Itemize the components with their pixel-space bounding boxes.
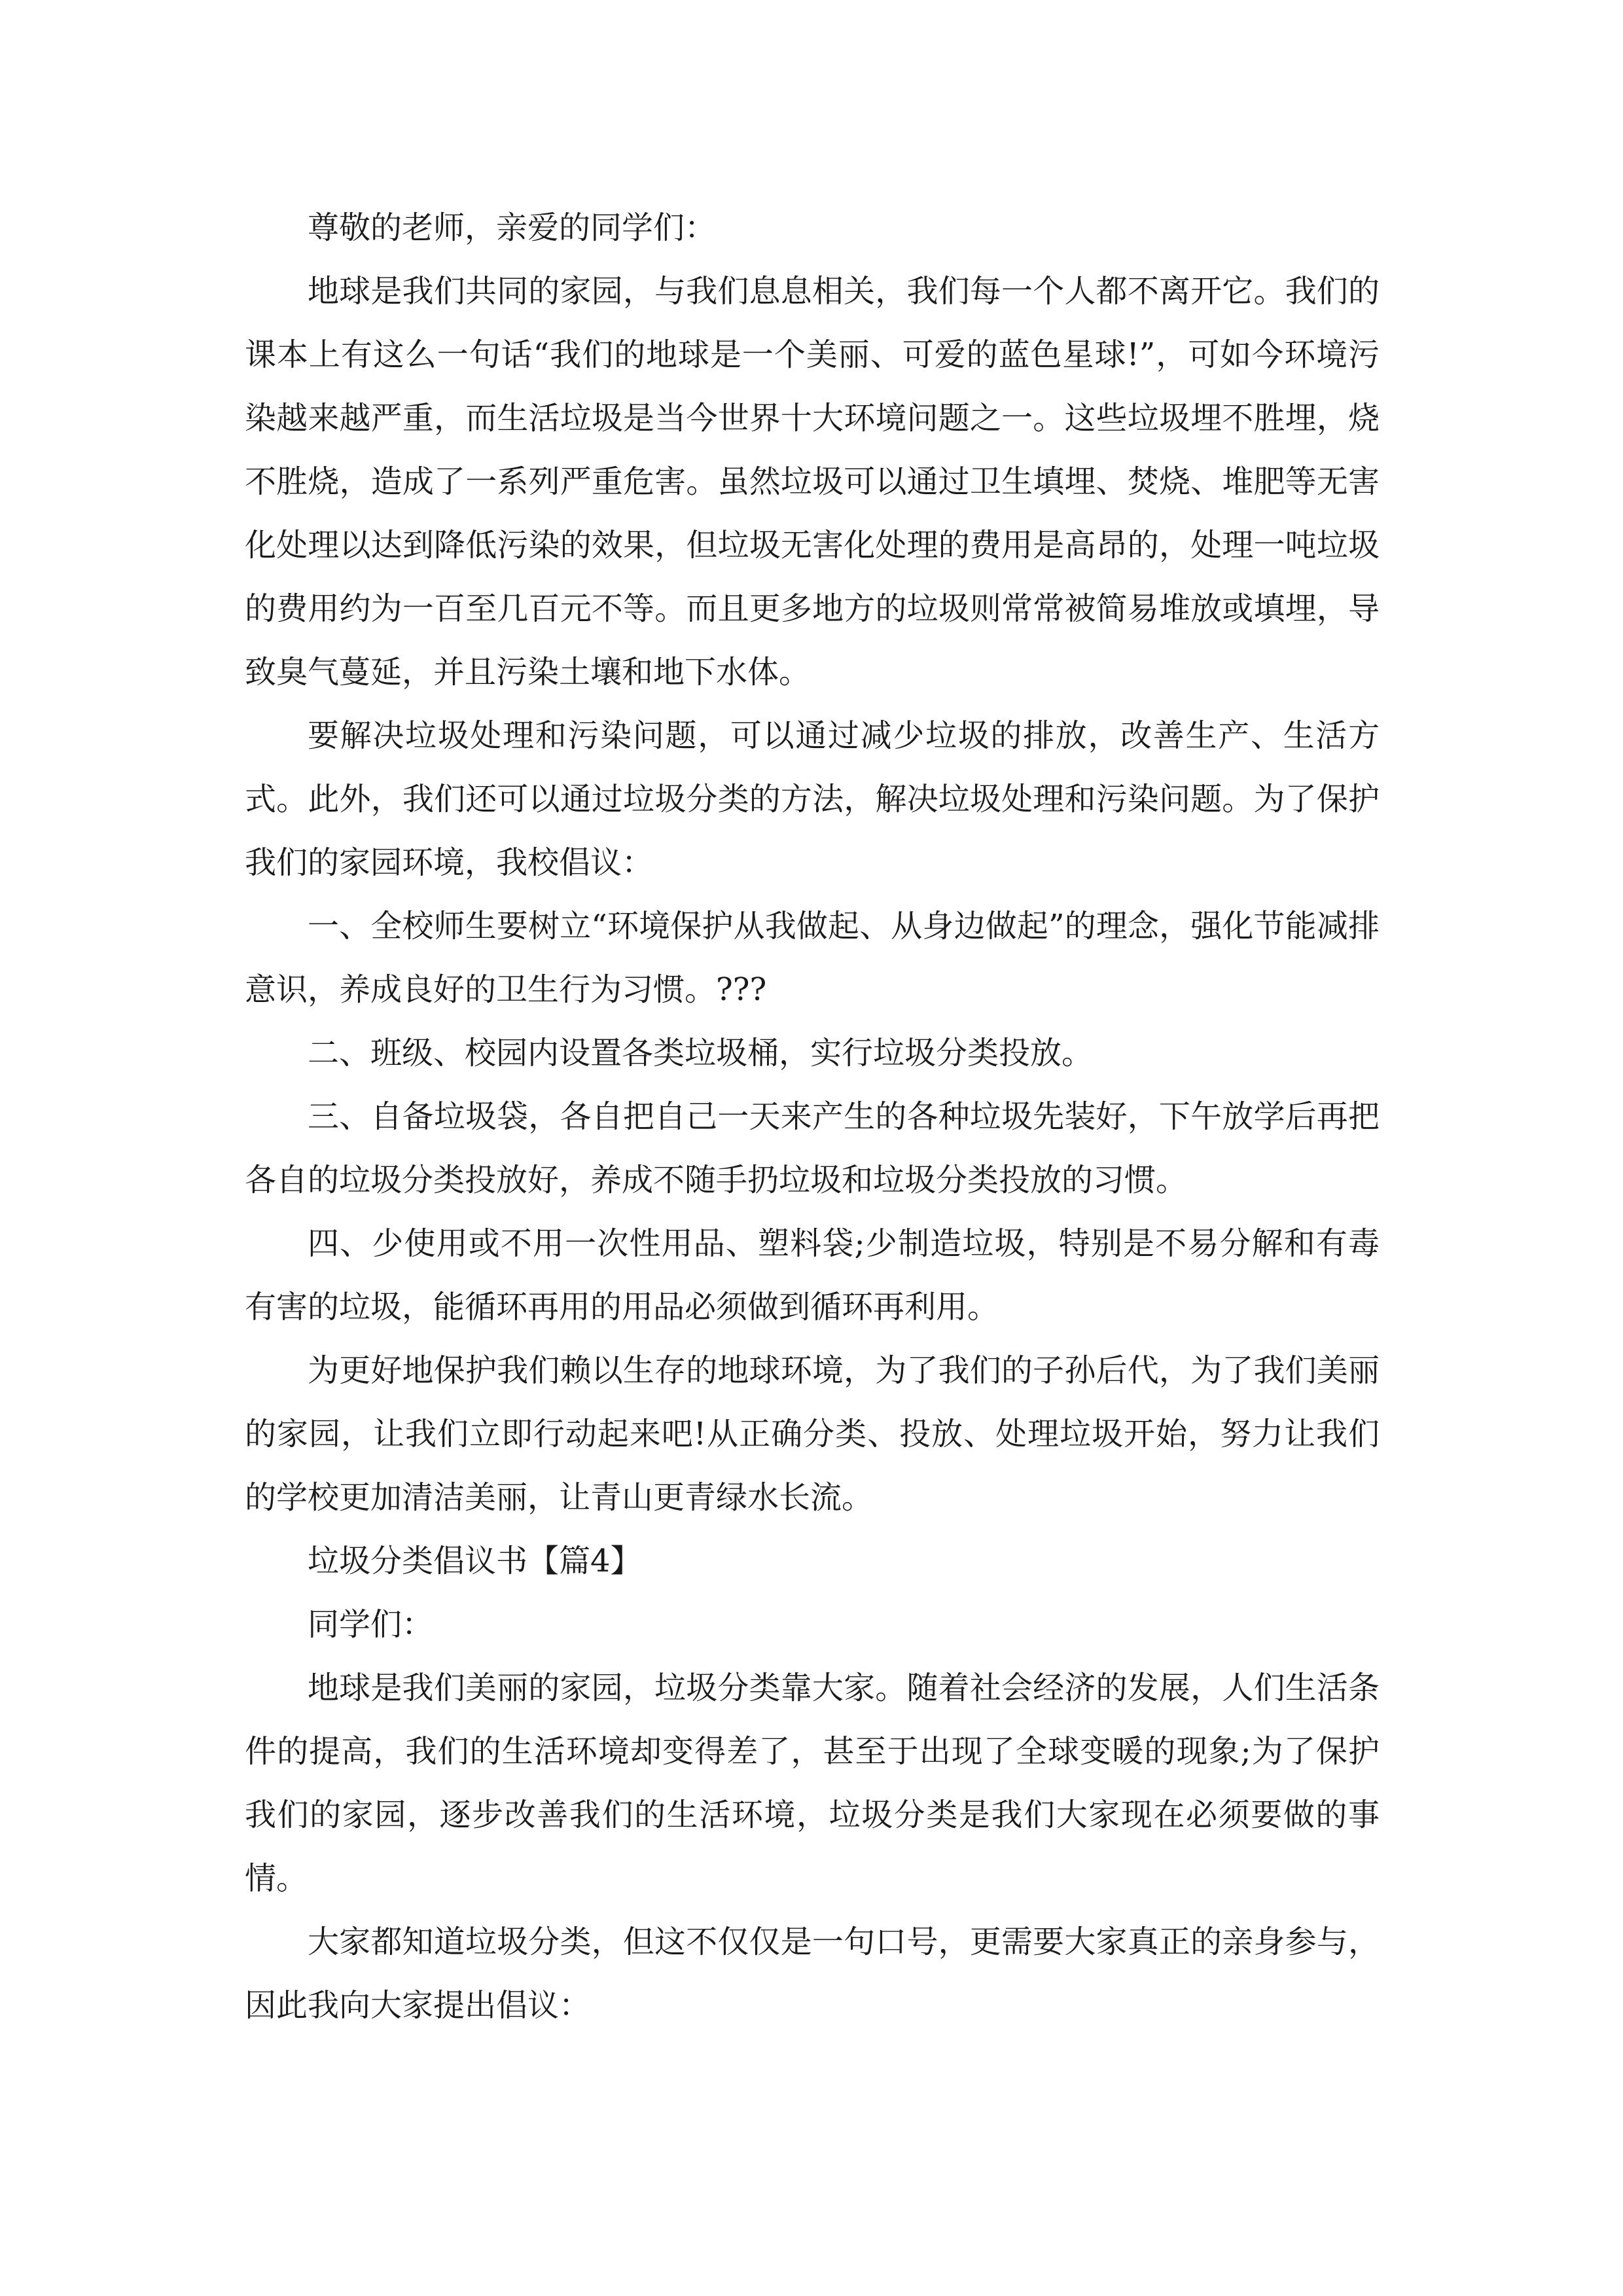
section-heading: 垃圾分类倡议书【篇4】 — [308, 1543, 642, 1579]
proposal-item-2: 二、班级、校园内设置各类垃圾桶，实行垃圾分类投放。 — [308, 1035, 1094, 1071]
paragraph-proposal-intro: 大家都知道垃圾分类，但这不仅仅是一句口号，更需要大家真正的亲身参与，因此我向大家提出倡议： — [245, 1924, 1380, 2024]
paragraph-earth-pollution: 地球是我们共同的家园，与我们息息相关，我们每一个人都不离开它。我们的课本上有这么一句话“我们的地球是一个美丽、可爱的蓝色星球!”，可如今环境污染越来越严重，而生活垃圾是当今世界十大环境问题之一。这些垃圾埋不胜埋，烧不胜烧，造成了一系列严重危害。虽然垃圾可以通过卫生填埋、焚烧、堆肥等无害化处理以达到降低污染的效果，但垃圾无害化处理的费用是高昂的，处理一吨垃圾的费用约为一百至几百元不等。而且更多地方的垃圾则常常被简易堆放或填埋，导致臭气蔓延，并且污染土壤和地下水体。 — [245, 273, 1380, 691]
closing-paragraph: 为更好地保护我们赖以生存的地球环境，为了我们的子孙后代，为了我们美丽的家园，让我们立即行动起来吧!从正确分类、投放、处理垃圾开始，努力让我们的学校更加清洁美丽，让青山更青绿水长流。 — [245, 1352, 1380, 1516]
salutation-students: 同学们： — [308, 1606, 434, 1643]
paragraph-earth-home: 地球是我们美丽的家园，垃圾分类靠大家。随着社会经济的发展，人们生活条件的提高，我们的生活环境却变得差了，甚至于出现了全球变暖的现象;为了保护我们的家园，逐步改善我们的生活环境，垃圾分类是我们大家现在必须要做的事情。 — [245, 1670, 1380, 1897]
proposal-item-3: 三、自备垃圾袋，各自把自己一天来产生的各种垃圾先装好，下午放学后再把各自的垃圾分类投放好，养成不随手扔垃圾和垃圾分类投放的习惯。 — [245, 1098, 1380, 1198]
proposal-item-4: 四、少使用或不用一次性用品、塑料袋;少制造垃圾，特别是不易分解和有毒有害的垃圾，能循环再用的用品必须做到循环再利用。 — [245, 1225, 1380, 1325]
salutation: 尊敬的老师，亲爱的同学们： — [308, 209, 717, 246]
proposal-item-1: 一、全校师生要树立“环境保护从我做起、从身边做起”的理念，强化节能减排意识，养成良好的卫生行为习惯。??? — [245, 908, 1380, 1008]
paragraph-solution: 要解决垃圾处理和污染问题，可以通过减少垃圾的排放，改善生产、生活方式。此外，我们还可以通过垃圾分类的方法，解决垃圾处理和污染问题。为了保护我们的家园环境，我校倡议： — [245, 717, 1380, 881]
document-body — [245, 196, 1380, 2037]
